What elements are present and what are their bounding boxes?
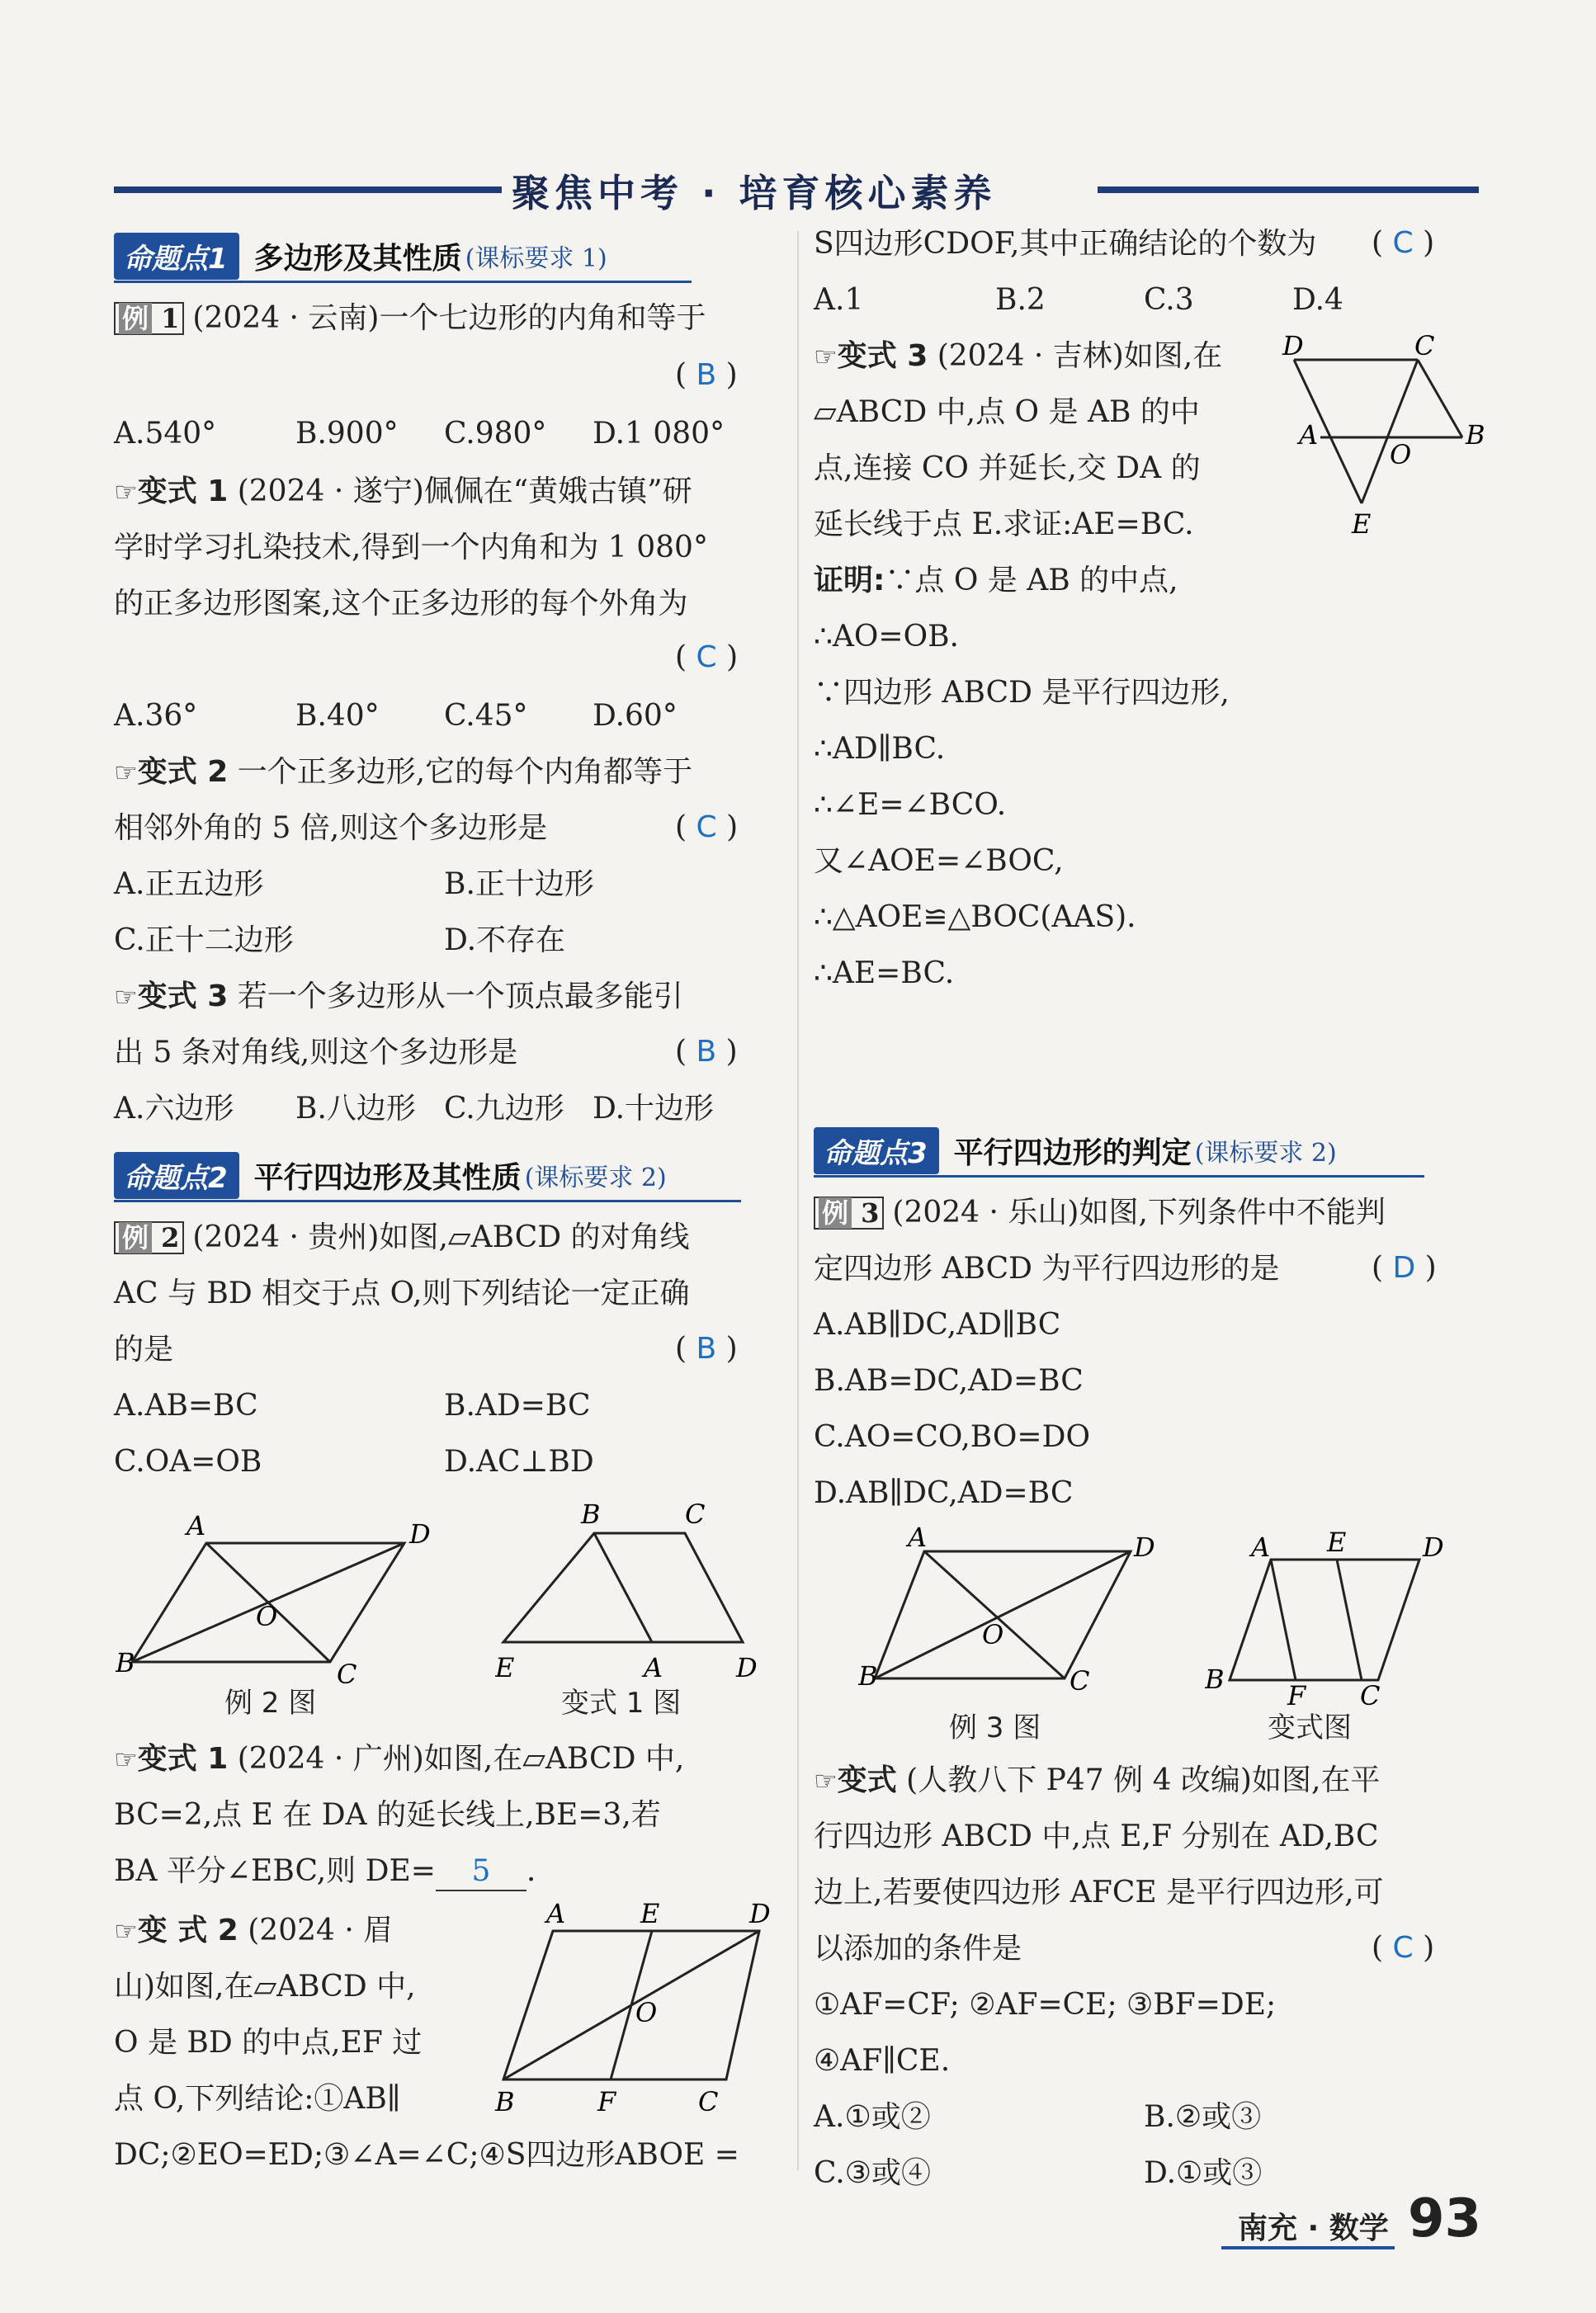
proof-line: ∴AD∥BC. (814, 732, 946, 766)
variant-2-stem: ☞变式 2 一个正多边形,它的每个内角都等于 (114, 755, 693, 789)
condition-list: ④AF∥CE. (814, 2044, 951, 2078)
figure-variant-right (1205, 1527, 1469, 1708)
answer-paren: ( C ) (675, 810, 739, 844)
footer-subject: 南充 · 数学 (1238, 2212, 1389, 2245)
topic-requirement: (课标要求 2) (524, 1164, 667, 1192)
proof-line: ∴∠E=∠BCO. (814, 788, 1007, 822)
proof-line: ∴AO=OB. (814, 620, 959, 654)
point-label: O (635, 1997, 658, 2028)
variant-2-options: A.正五边形 B.正十边形 (114, 867, 594, 901)
proof-line: 又∠AOE=∠BOC, (814, 844, 1064, 878)
answer-paren: ( C ) (1372, 1931, 1435, 1965)
variant-1-options: A.36° B.40° C.45° D.60° (114, 699, 678, 733)
point-label: O (256, 1601, 278, 1632)
point-label: B (495, 2086, 515, 2117)
variant-2-options: C.正十二边形 D.不存在 (114, 923, 566, 957)
topic-title: 多边形及其性质 (253, 241, 462, 276)
point-label: E (495, 1652, 515, 1683)
point-label: A (644, 1652, 663, 1683)
point-label: D (1134, 1532, 1155, 1563)
figure-caption: 变式 1 图 (561, 1687, 682, 1720)
topic-underline (814, 1175, 1424, 1178)
answer-paren: ( B ) (675, 1035, 738, 1069)
point-label: A (1299, 419, 1319, 451)
text-line: BC=2,点 E 在 DA 的延长线上,BE=3,若 (114, 1798, 661, 1832)
point-label: A (908, 1527, 928, 1553)
topic-requirement: (课标要求 1) (465, 244, 607, 273)
option: D.AB∥DC,AD=BC (814, 1476, 1074, 1510)
figure-example-3 (858, 1527, 1164, 1708)
point-label: C (685, 1499, 706, 1530)
text-line: 行四边形 ABCD 中,点 E,F 分别在 AD,BC (814, 1820, 1379, 1853)
text-line: O 是 BD 的中点,EF 过 (114, 2026, 423, 2060)
example-2-stem: 例 2 (2024 · 贵州)如图,▱ABCD 的对角线 (114, 1220, 690, 1256)
text-line: 边上,若要使四边形 AFCE 是平行四边形,可 (814, 1876, 1384, 1909)
point-label: E (1327, 1527, 1347, 1558)
text-line: 定四边形 ABCD 为平行四边形的是 (814, 1252, 1280, 1286)
point-label: F (1287, 1680, 1306, 1708)
point-label: D (409, 1518, 431, 1550)
example-badge: 例 2 (114, 1221, 184, 1254)
answer-paren: ( B ) (675, 1332, 738, 1366)
point-label: C (698, 2086, 719, 2117)
option: A.AB∥DC,AD∥BC (814, 1308, 1061, 1342)
text-line: DC;②EO=ED;③∠A=∠C;④S四边形ABOE = (114, 2138, 739, 2172)
topic-title: 平行四边形及其性质 (253, 1160, 522, 1195)
example-2-options: A.AB=BC B.AD=BC (114, 1389, 591, 1423)
header-rule-right (1098, 186, 1479, 193)
point-label: O (982, 1619, 1004, 1650)
point-label: C (1414, 330, 1435, 361)
text-line: 出 5 条对角线,则这个多边形是 (114, 1036, 518, 1069)
fill-blank-answer: 5 (436, 1853, 526, 1891)
point-label: C (337, 1659, 357, 1690)
point-label: B (1205, 1664, 1225, 1695)
answer-paren: ( C ) (1372, 226, 1435, 260)
figure-caption: 变式图 (1268, 1711, 1352, 1744)
continued-options: A.1 B.2 C.3 D.4 (814, 283, 1343, 317)
option: C.AO=CO,BO=DO (814, 1420, 1090, 1454)
topic-badge: 命题点2 (114, 1152, 239, 1199)
point-label: A (546, 1898, 566, 1929)
point-label: B (1466, 419, 1485, 451)
page-number: 93 (1408, 2188, 1482, 2249)
point-label: B (116, 1647, 135, 1678)
topic-underline (114, 1200, 741, 1202)
variant-3-right-stem: ☞变式 3 (2024 · 吉林)如图,在 (814, 339, 1223, 373)
point-label: D (1282, 330, 1304, 361)
proof-line: ∴△AOE≌△BOC(AAS). (814, 900, 1136, 934)
topic-badge: 命题点1 (114, 233, 239, 280)
answer-paren: ( B ) (675, 358, 738, 392)
proof-line: ∵四边形 ABCD 是平行四边形, (814, 676, 1230, 710)
variant-3-stem: ☞变式 3 若一个多边形从一个顶点最多能引 (114, 979, 683, 1013)
variant-1-stem: ☞变式 1 (2024 · 遂宁)佩佩在“黄娥古镇”研 (114, 474, 692, 508)
point-label: O (1390, 439, 1412, 470)
text-line: 以添加的条件是 (814, 1932, 1022, 1966)
figure-variant-3-right (1271, 330, 1485, 545)
column-divider (797, 231, 799, 2170)
text-line: 点,连接 CO 并延长,交 DA 的 (814, 451, 1201, 485)
point-label: F (597, 2086, 616, 2117)
point-label: D (1423, 1532, 1444, 1563)
topic-title: 平行四边形的判定 (953, 1135, 1192, 1170)
example-2-options: C.OA=OB D.AC⊥BD (114, 1445, 594, 1479)
text-line: S四边形CDOF,其中正确结论的个数为 (814, 227, 1317, 261)
text-line: AC 与 BD 相交于点 O,则下列结论一定正确 (114, 1277, 690, 1310)
answer-paren: ( D ) (1372, 1251, 1437, 1285)
option: B.AB=DC,AD=BC (814, 1364, 1084, 1398)
text-line: ▱ABCD 中,点 O 是 AB 的中 (814, 395, 1200, 429)
variant-right-stem: ☞变式 (人教八下 P47 例 4 改编)如图,在平 (814, 1763, 1381, 1797)
topic-underline (114, 281, 692, 283)
topic-header-1 (114, 233, 607, 279)
figure-caption: 例 2 图 (224, 1687, 317, 1720)
proof-line: ∴AE=BC. (814, 956, 955, 990)
point-label: A (1251, 1532, 1271, 1563)
point-label: E (640, 1898, 660, 1929)
example-3-stem: 例 3 (2024 · 乐山)如图,下列条件中不能判 (814, 1195, 1386, 1231)
point-label: E (1352, 508, 1372, 540)
example-1-stem: 例 1 (2024 · 云南)一个七边形的内角和等于 (114, 300, 706, 337)
point-label: B (581, 1499, 601, 1530)
point-label: D (749, 1898, 771, 1929)
figure-variant-1 (495, 1494, 759, 1683)
figure-caption: 例 3 图 (949, 1711, 1041, 1744)
figure-example-2 (116, 1510, 446, 1692)
point-label: C (1360, 1680, 1381, 1708)
example-badge: 例 1 (114, 302, 184, 335)
point-label: B (858, 1660, 878, 1692)
condition-list: ①AF=CF; ②AF=CE; ③BF=DE; (814, 1988, 1277, 2022)
point-label: D (736, 1652, 758, 1683)
example-1-options: A.540° B.900° C.980° D.1 080° (114, 417, 725, 451)
answer-paren: ( C ) (675, 640, 739, 674)
footer-rule (1221, 2246, 1395, 2249)
point-label: C (1070, 1665, 1090, 1697)
topic-header-2 (114, 1152, 667, 1198)
proof-line: 证明:∵点 O 是 AB 的中点, (814, 564, 1178, 597)
topic-requirement: (课标要求 2) (1194, 1139, 1337, 1168)
variant-3-options: A.六边形 B.八边形 C.九边形 D.十边形 (114, 1092, 715, 1126)
text-line: 相邻外角的 5 倍,则这个多边形是 (114, 811, 548, 845)
text-line: BA 平分∠EBC,则 DE= 5 . (114, 1853, 536, 1891)
text-line: 的正多边形图案,这个正多边形的每个外角为 (114, 587, 688, 621)
topic-header-3 (814, 1127, 1337, 1173)
header-rule-left (114, 186, 502, 193)
text-line: 点 O,下列结论:①AB∥ (114, 2082, 401, 2116)
page-header-title: 聚焦中考 · 培育核心素养 (512, 171, 997, 215)
text-line: 山)如图,在▱ABCD 中, (114, 1970, 416, 2004)
text-line: 的是 (114, 1333, 174, 1367)
variant-t2-1-stem: ☞变式 1 (2024 · 广州)如图,在▱ABCD 中, (114, 1742, 685, 1776)
figure-variant-2 (487, 1898, 776, 2121)
text-line: 延长线于点 E.求证:AE=BC. (814, 507, 1194, 541)
variant-right-options: A.①或② B.②或③ (814, 2100, 1262, 2134)
example-badge: 例 3 (814, 1197, 884, 1230)
topic-badge: 命题点3 (814, 1127, 939, 1174)
variant-right-options: C.③或④ D.①或③ (814, 2156, 1263, 2190)
variant-t2-2-stem: ☞变 式 2 (2024 · 眉 (114, 1914, 394, 1947)
point-label: A (187, 1510, 206, 1541)
text-line: 学时学习扎染技术,得到一个内角和为 1 080° (114, 531, 708, 564)
